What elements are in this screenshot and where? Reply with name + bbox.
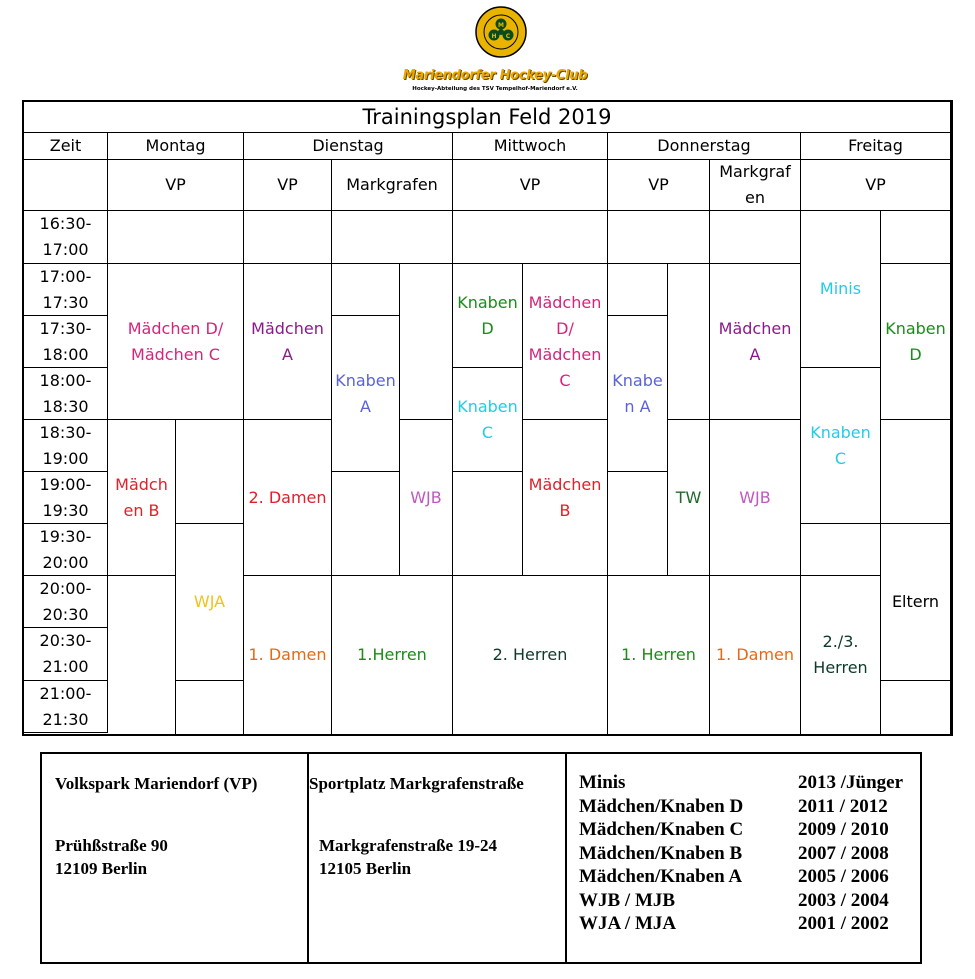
age-group-name: WJB / MJB <box>579 889 676 911</box>
time-slot-label: 17:30- 18:00 <box>24 316 108 368</box>
time-slot-label: 16:30- 17:00 <box>24 211 108 264</box>
age-group-name: Mädchen/Knaben D <box>579 795 744 817</box>
session-maedchen-b: Mädchen B <box>523 420 608 576</box>
venue-city: 12109 Berlin <box>55 859 148 878</box>
age-group-years: 2005 / 2006 <box>798 866 889 887</box>
time-slot-label: 19:00- 19:30 <box>24 472 108 524</box>
schedule-title: Trainingsplan Feld 2019 <box>24 102 951 133</box>
empty-slot <box>108 211 244 264</box>
session-2-herren: 2. Herren <box>453 576 608 735</box>
session-wjb: WJB <box>710 420 801 576</box>
venue-name: Sportplatz Markgrafenstraße <box>309 774 524 793</box>
day-header-donnerstag: Donnerstag <box>608 133 801 160</box>
empty-slot <box>108 576 176 735</box>
club-subtitle: Hockey-Abteilung des TSV Tempelhof-Mariendorf e.V. <box>412 86 578 92</box>
age-group-years: 2003 / 2004 <box>798 889 889 911</box>
session-1-herren: 1.Herren <box>332 576 453 735</box>
age-group-name: Mädchen/Knaben B <box>579 842 743 864</box>
empty-slot <box>608 264 668 316</box>
empty-slot <box>176 681 244 735</box>
time-slot-label: 18:30- 19:00 <box>24 420 108 472</box>
age-group-name: Mädchen/Knaben A <box>579 866 743 887</box>
time-column-header: Zeit <box>24 133 108 160</box>
venue-street: Prühßstraße 90 <box>55 836 168 855</box>
age-group-years: 2009 / 2010 <box>798 819 889 840</box>
venue-street: Markgrafenstraße 19-24 <box>319 836 497 855</box>
empty-slot <box>881 420 951 524</box>
session-knaben-a: Knaben A <box>332 316 400 472</box>
empty-slot <box>244 211 332 264</box>
session-wja: WJA <box>176 524 244 681</box>
empty-slot <box>332 264 400 316</box>
session-maedchen-a: Mädchen A <box>244 264 332 420</box>
age-group-row <box>579 913 919 937</box>
empty-slot <box>608 472 668 576</box>
session-maedchen-a: Mädchen A <box>710 264 801 420</box>
session-eltern: Eltern <box>881 524 951 681</box>
session-1-damen: 1. Damen <box>710 576 801 735</box>
time-slot-label: 20:30- 21:00 <box>24 628 108 681</box>
club-logo <box>395 6 595 98</box>
venue-markgrafen <box>307 754 567 962</box>
empty-slot <box>801 524 881 576</box>
session-2-damen: 2. Damen <box>244 420 332 576</box>
session-knaben-c: Knaben C <box>453 368 523 472</box>
empty-slot <box>608 211 710 264</box>
venue-city: 12105 Berlin <box>319 859 412 878</box>
empty-slot <box>400 264 453 420</box>
session-2-3-herren: 2./3. Herren <box>801 576 881 735</box>
time-slot-label: 19:30- 20:00 <box>24 524 108 576</box>
age-group-row <box>579 819 919 843</box>
day-header-freitag: Freitag <box>801 133 951 160</box>
age-group-name: Mädchen/Knaben C <box>579 819 744 840</box>
empty-slot <box>453 472 523 576</box>
session-wjb: WJB <box>400 420 453 576</box>
svg-text:C: C <box>505 33 511 40</box>
empty-slot <box>881 211 951 264</box>
day-header-montag: Montag <box>108 133 244 160</box>
day-header-mittwoch: Mittwoch <box>453 133 608 160</box>
location-header: VP <box>108 160 244 211</box>
session-maedchen-dc: Mädchen D/ Mädchen C <box>523 264 608 420</box>
empty-slot <box>332 211 453 264</box>
location-row-spacer <box>24 160 108 211</box>
age-group-row <box>579 890 919 914</box>
empty-slot <box>453 211 608 264</box>
location-header: VP <box>244 160 332 211</box>
day-header-dienstag: Dienstag <box>244 133 453 160</box>
empty-slot <box>668 264 710 420</box>
session-1-herren: 1. Herren <box>608 576 710 735</box>
session-knaben-d: Knaben D <box>881 264 951 420</box>
time-slot-label: 21:00- 21:30 <box>24 681 108 733</box>
session-maedchen-b: Mädch en B <box>108 420 176 576</box>
age-group-years: 2013 /Jünger <box>798 772 904 793</box>
session-maedchen-dc: Mädchen D/ Mädchen C <box>108 264 244 420</box>
session-knaben-c: Knaben C <box>801 368 881 524</box>
empty-slot <box>332 472 400 576</box>
info-legend <box>40 752 922 964</box>
session-1-damen: 1. Damen <box>244 576 332 735</box>
age-group-name: WJA / MJA <box>579 913 677 934</box>
age-group-row <box>579 796 919 820</box>
location-header: VP <box>608 160 710 211</box>
session-tw: TW <box>668 420 710 576</box>
age-group-row <box>579 866 919 890</box>
time-slot-label: 18:00- 18:30 <box>24 368 108 420</box>
location-header: Markgrafen <box>332 160 453 211</box>
age-group-row <box>579 772 919 796</box>
svg-text:M: M <box>498 22 504 29</box>
age-group-years: 2001 / 2002 <box>798 913 889 934</box>
training-schedule <box>22 100 953 736</box>
session-knaben-a: Knabe n A <box>608 316 668 472</box>
age-group-years: 2011 / 2012 <box>798 795 888 817</box>
time-slot-label: 20:00- 20:30 <box>24 576 108 628</box>
club-seal-icon <box>475 6 527 58</box>
location-header: VP <box>801 160 951 211</box>
age-groups <box>567 754 922 962</box>
location-header: Markgraf en <box>710 160 801 211</box>
age-group-years: 2007 / 2008 <box>798 842 889 864</box>
empty-slot <box>176 420 244 524</box>
club-name: Mariendorfer Hockey-Club <box>402 68 588 83</box>
session-knaben-d: Knaben D <box>453 264 523 368</box>
session-minis: Minis <box>801 211 881 368</box>
empty-slot <box>881 681 951 735</box>
location-header: VP <box>453 160 608 211</box>
age-group-name: Minis <box>579 772 626 793</box>
age-group-row <box>579 843 919 867</box>
venue-name: Volkspark Mariendorf (VP) <box>55 774 258 793</box>
svg-text:H: H <box>491 33 497 40</box>
venue-volkspark <box>42 754 309 962</box>
time-slot-label: 17:00- 17:30 <box>24 264 108 316</box>
empty-slot <box>710 211 801 264</box>
